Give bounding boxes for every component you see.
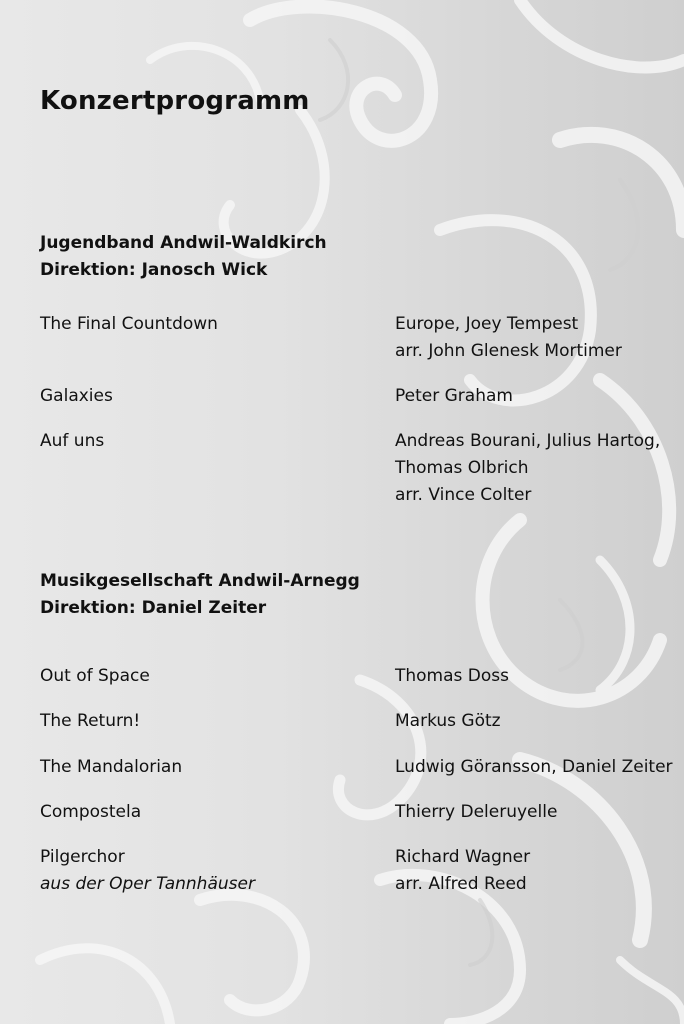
piece-composer: Thierry Deleruyelle [395, 802, 558, 822]
piece-composer: Andreas Bourani, Julius Hartog, [395, 431, 661, 451]
piece-composer: Ludwig Göransson, Daniel Zeiter [395, 757, 673, 777]
section-2-direction: Direktion: Daniel Zeiter [40, 598, 267, 618]
piece-title: Out of Space [40, 666, 150, 686]
piece-composer: Thomas Doss [395, 666, 510, 686]
piece-composer: Europe, Joey Tempest [395, 314, 579, 334]
piece-title: The Mandalorian [40, 757, 183, 777]
piece-arranger: arr. Vince Colter [395, 485, 532, 505]
piece-arranger: arr. John Glenesk Mortimer [395, 341, 622, 361]
piece-title: The Return! [40, 711, 141, 731]
section-2-band: Musikgesellschaft Andwil-Arnegg [40, 571, 360, 591]
piece-title: The Final Countdown [40, 314, 218, 334]
piece-arranger: arr. Alfred Reed [395, 874, 527, 894]
section-1-direction: Direktion: Janosch Wick [40, 260, 268, 280]
piece-composer: Peter Graham [395, 386, 513, 406]
piece-title: Auf uns [40, 431, 105, 451]
piece-title: Pilgerchor [40, 847, 125, 867]
piece-composer: Markus Götz [395, 711, 501, 731]
piece-subtitle: aus der Oper Tannhäuser [40, 874, 255, 894]
piece-composer: Thomas Olbrich [395, 458, 529, 478]
piece-title: Galaxies [40, 386, 113, 406]
section-1-band: Jugendband Andwil-Waldkirch [40, 233, 327, 253]
piece-composer: Richard Wagner [395, 847, 531, 867]
page-title: Konzertprogramm [40, 86, 310, 116]
piece-title: Compostela [40, 802, 142, 822]
